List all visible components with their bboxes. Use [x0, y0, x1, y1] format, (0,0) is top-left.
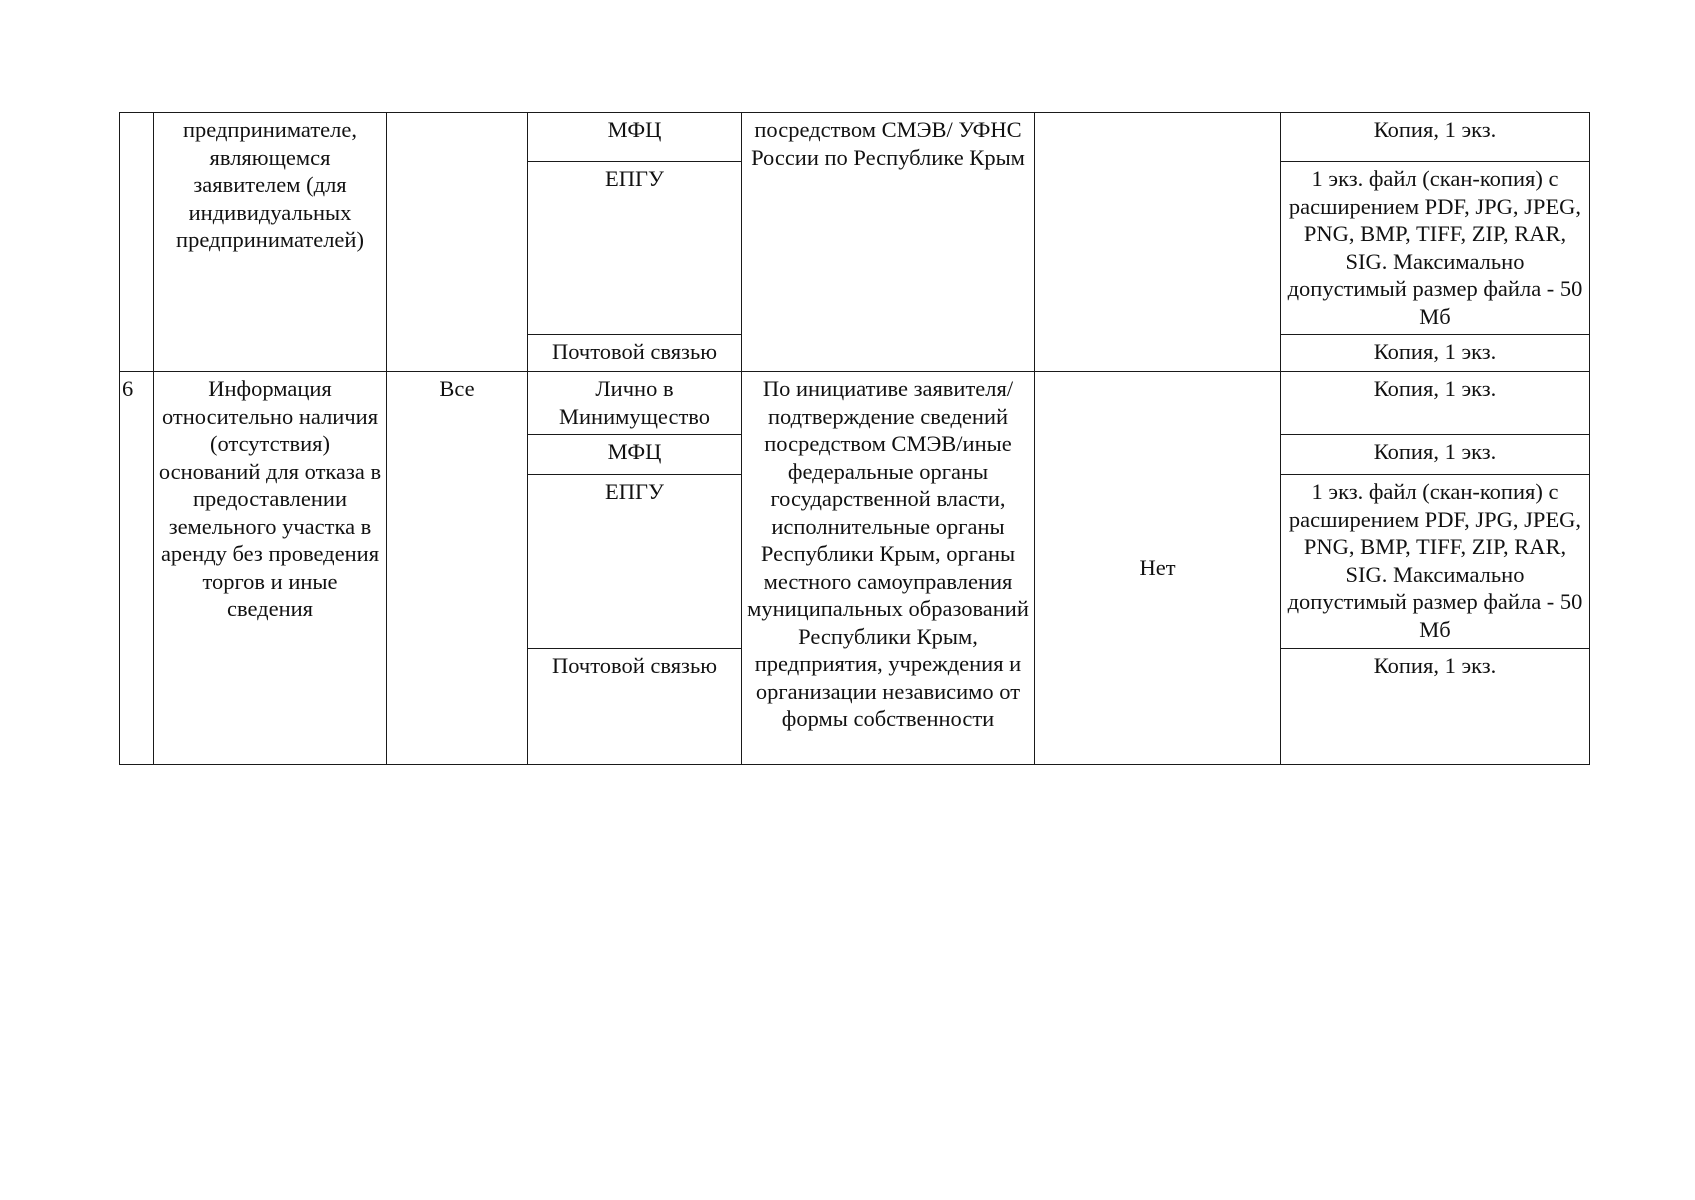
- row-number: 6: [122, 376, 134, 401]
- mandatory-cell: [1035, 113, 1281, 372]
- category-cell: [387, 372, 528, 765]
- documents-table: [119, 112, 1590, 765]
- channel-cell: [528, 162, 742, 335]
- source-cell: [742, 113, 1035, 372]
- channel-cell: [528, 113, 742, 162]
- form-cell: [1281, 435, 1590, 475]
- channel-post: Почтовой связью: [551, 653, 718, 678]
- document-name-cell: [154, 372, 387, 765]
- source-text: По инициативе заявителя/ подтверждение сведений посредством СМЭВ/иные федеральные органы государственной власти, исполнительные органы Республики Крым, органы местного самоуправления муниципальных образований Республики Крым, предприятия, учреждения и организации независимо от формы собственности: [747, 376, 1029, 731]
- channel-mfc: МФЦ: [607, 117, 662, 142]
- form-mfc: Копия, 1 экз.: [1373, 117, 1497, 142]
- form-personal: Копия, 1 экз.: [1373, 376, 1497, 401]
- form-cell: [1281, 649, 1590, 765]
- mandatory-cell: [1035, 372, 1281, 765]
- channel-personal: Лично в Минимущество: [558, 376, 711, 429]
- form-cell: [1281, 475, 1590, 649]
- category: Все: [439, 376, 475, 401]
- channel-cell: [528, 475, 742, 649]
- form-epgu: 1 экз. файл (скан-копия) с расширением PDF, JPG, JPEG, PNG, BMP, TIFF, ZIP, RAR, SIG. Максимально допустимый размер файла - 50 Мб: [1287, 479, 1583, 642]
- channel-cell: [528, 435, 742, 475]
- form-cell: [1281, 162, 1590, 335]
- row-number-cell: [120, 372, 154, 765]
- mandatory-value: Нет: [1139, 555, 1176, 581]
- table-row: [120, 113, 1590, 162]
- form-post: Копия, 1 экз.: [1373, 339, 1497, 364]
- channel-cell: [528, 372, 742, 435]
- channel-cell: [528, 335, 742, 372]
- channel-mfc: МФЦ: [607, 439, 662, 464]
- channel-post: Почтовой связью: [551, 339, 718, 364]
- document-name: предпринимателе, являющемся заявителем (для индивидуальных предпринимателей): [176, 117, 364, 252]
- form-cell: [1281, 113, 1590, 162]
- source-cell: [742, 372, 1035, 765]
- channel-epgu: ЕПГУ: [605, 166, 664, 191]
- form-cell: [1281, 335, 1590, 372]
- document-name-cell: [154, 113, 387, 372]
- form-post: Копия, 1 экз.: [1373, 653, 1497, 678]
- form-mfc: Копия, 1 экз.: [1373, 439, 1497, 464]
- channel-epgu: ЕПГУ: [605, 479, 664, 504]
- channel-cell: [528, 649, 742, 765]
- source-text: посредством СМЭВ/ УФНС России по Республике Крым: [751, 117, 1025, 170]
- document-name: Информация относительно наличия (отсутствия) оснований для отказа в предоставлении земельного участка в аренду без проведения торгов и иные сведения: [158, 376, 382, 621]
- form-cell: [1281, 372, 1590, 435]
- category-cell: [387, 113, 528, 372]
- form-epgu: 1 экз. файл (скан-копия) с расширением PDF, JPG, JPEG, PNG, BMP, TIFF, ZIP, RAR, SIG. Максимально допустимый размер файла - 50 Мб: [1287, 166, 1583, 329]
- row-number-cell: [120, 113, 154, 372]
- table-row: [120, 372, 1590, 435]
